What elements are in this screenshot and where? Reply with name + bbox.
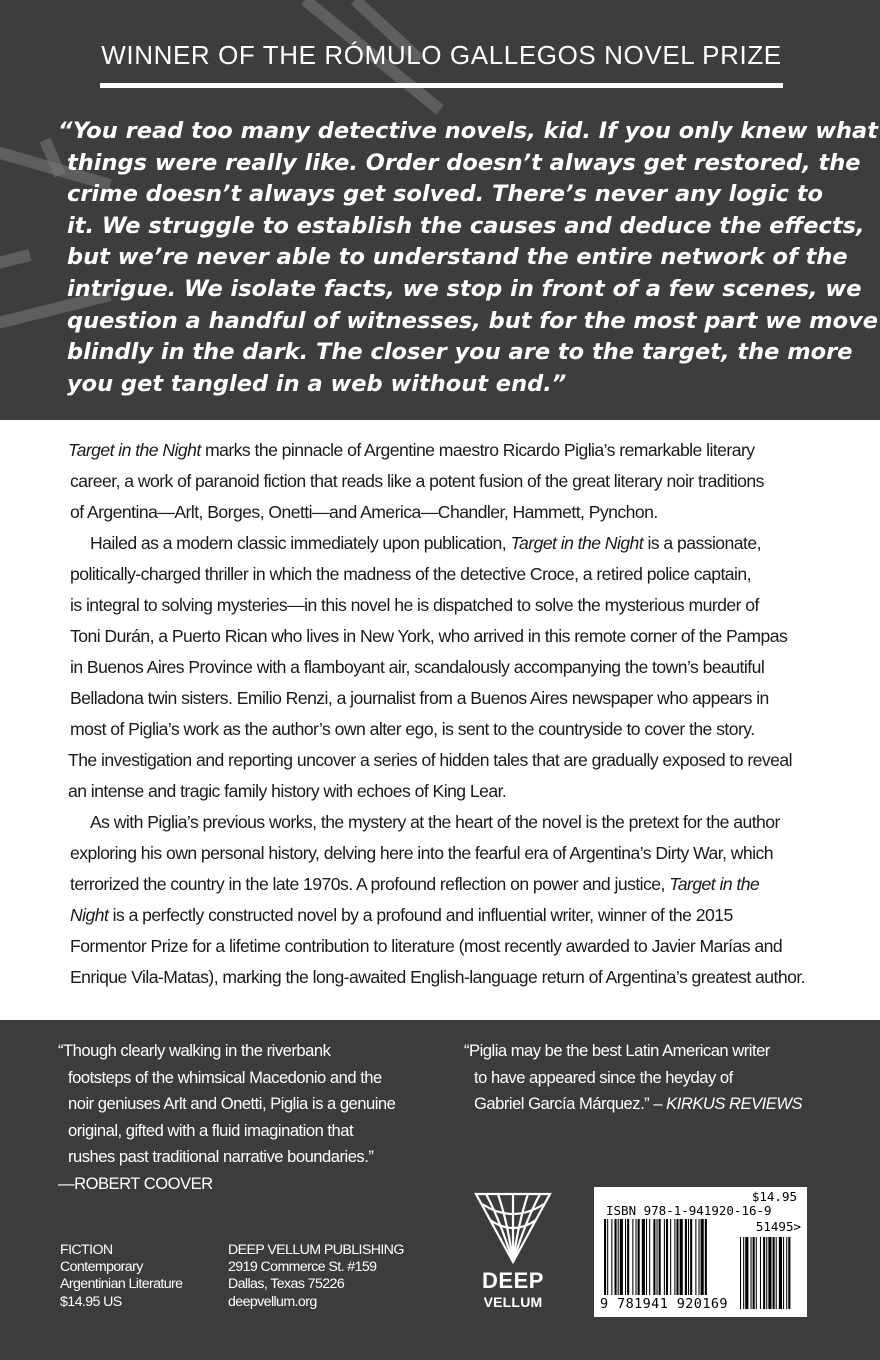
description-line: exploring his own personal history, delving here into the fearful era of Argentina’s Dirty War, which xyxy=(70,843,773,863)
description-line: Formentor Prize for a lifetime contribution to literature (most recently awarded to Javier Marías and xyxy=(70,936,783,956)
description-line: career, a work of paranoid fiction that reads like a potent fusion of the great literary noir traditions xyxy=(70,471,764,491)
quote-panel xyxy=(0,0,880,420)
publisher-url: deepvellum.org xyxy=(228,1293,317,1310)
prize-heading: WINNER OF THE RÓMULO GALLEGOS NOVEL PRIZE xyxy=(100,40,783,88)
publisher-line: DEEP VELLUM PUBLISHING xyxy=(228,1242,404,1258)
price-line: $14.95 US xyxy=(60,1293,122,1310)
blurb-line: Gabriel García Márquez.” – KIRKUS REVIEWS xyxy=(474,1094,803,1114)
fountain-pen-nib-icon xyxy=(468,1190,558,1266)
blurb-line: “Piglia may be the best Latin American writer xyxy=(464,1041,770,1060)
blurb-line: to have appeared since the heyday of xyxy=(474,1067,733,1087)
logo-wordmark-deep: DEEP xyxy=(482,1268,544,1293)
description-line: Target in the Night marks the pinnacle of Argentine maestro Ricardo Piglia’s remarkable literary xyxy=(68,440,755,460)
barcode-addon-code: 51495> xyxy=(755,1219,801,1234)
category-line: FICTION xyxy=(60,1242,113,1258)
pull-quote-line: but we’re never able to understand the entire network of the xyxy=(67,244,848,271)
book-title: Target in the Night xyxy=(68,440,201,460)
isbn-number: ISBN 978-1-941920-16-9 xyxy=(606,1203,772,1218)
isbn-barcode xyxy=(594,1187,807,1317)
blurb-robert-coover xyxy=(58,1038,438,1198)
pull-quote-line: things were really like. Order doesn’t always get restored, the xyxy=(67,149,861,176)
blurb-kirkus xyxy=(464,1038,844,1118)
pull-quote-line: crime doesn’t always get solved. There’s never any logic to xyxy=(67,181,824,208)
description-line: Enrique Vila-Matas), marking the long-awaited English-language return of Argentina’s greatest author. xyxy=(70,967,806,987)
publisher-logo xyxy=(468,1190,558,1316)
description-line: As with Piglia’s previous works, the mystery at the heart of the novel is the pretext for the author xyxy=(90,812,780,832)
book-title: Night xyxy=(70,905,109,925)
description-line: of Argentina—Arlt, Borges, Onetti—and America—Chandler, Hammett, Pynchon. xyxy=(70,502,658,522)
publisher-info xyxy=(228,1242,404,1311)
description-line: The investigation and reporting uncover a series of hidden tales that are gradually exposed to reveal xyxy=(68,750,792,770)
publisher-line: Dallas, Texas 75226 xyxy=(228,1276,345,1293)
description-line: Toni Durán, a Puerto Rican who lives in New York, who arrived in this remote corner of the Pampas xyxy=(70,626,788,646)
description-line: is integral to solving mysteries—in this novel he is dispatched to solve the mysterious murder of xyxy=(70,595,759,615)
blurb-attribution: —ROBERT COOVER xyxy=(58,1173,213,1193)
description-panel xyxy=(0,420,880,1020)
blurb-line: “Though clearly walking in the riverbank xyxy=(58,1041,331,1060)
category-line: Contemporary xyxy=(60,1259,143,1276)
pull-quote-line: “You read too many detective novels, kid. If you only knew what xyxy=(58,118,878,144)
blurb-line: footsteps of the whimsical Macedonio and the xyxy=(68,1067,382,1087)
description-line: terrorized the country in the late 1970s. A profound reflection on power and justice, Target in the xyxy=(70,874,760,894)
description-line: an intense and tragic family history with echoes of King Lear. xyxy=(68,781,507,801)
barcode-price: $14.95 xyxy=(751,1189,797,1204)
blurb-source: KIRKUS REVIEWS xyxy=(666,1094,803,1114)
blurb-line: noir geniuses Arlt and Onetti, Piglia is a genuine xyxy=(68,1094,396,1114)
pull-quote-line: blindly in the dark. The closer you are to the target, the more xyxy=(67,339,853,366)
info-panel xyxy=(0,1020,880,1360)
description-line: in Buenos Aires Province with a flamboyant air, scandalously accompanying the town’s beautiful xyxy=(70,657,765,677)
pull-quote-line: question a handful of witnesses, but for the most part we move xyxy=(67,307,878,334)
book-description xyxy=(68,435,868,993)
logo-wordmark-vellum: VELLUM xyxy=(483,1294,543,1310)
category-line: Argentinian Literature xyxy=(60,1276,183,1293)
barcode-digits: 9 781941 920169 xyxy=(600,1296,728,1312)
blurb-line: rushes past traditional narrative boundaries.” xyxy=(68,1147,374,1167)
description-line: politically-charged thriller in which the madness of the detective Croce, a retired police captain, xyxy=(70,564,751,584)
pull-quote-line: it. We struggle to establish the causes and deduce the effects, xyxy=(67,212,865,239)
publisher-line: 2919 Commerce St. #159 xyxy=(228,1259,377,1276)
blurb-line: original, gifted with a fluid imagination that xyxy=(68,1120,354,1140)
pull-quote-line: you get tangled in a web without end.” xyxy=(67,370,567,397)
pull-quote-line: intrigue. We isolate facts, we stop in front of a few scenes, we xyxy=(67,275,862,302)
pull-quote xyxy=(58,116,878,400)
category-info xyxy=(60,1242,182,1311)
description-line: Night is a perfectly constructed novel by a profound and influential writer, winner of the 2015 xyxy=(70,905,733,925)
book-title: Target in the xyxy=(669,874,760,894)
description-line: Belladona twin sisters. Emilio Renzi, a journalist from a Buenos Aires newspaper who appears in xyxy=(70,688,769,708)
book-title: Target in the Night xyxy=(510,533,644,553)
description-line: Hailed as a modern classic immediately upon publication, Target in the Night is a passionate, xyxy=(90,533,761,553)
description-line: most of Piglia’s work as the author’s own alter ego, is sent to the countryside to cover the story. xyxy=(70,719,755,739)
